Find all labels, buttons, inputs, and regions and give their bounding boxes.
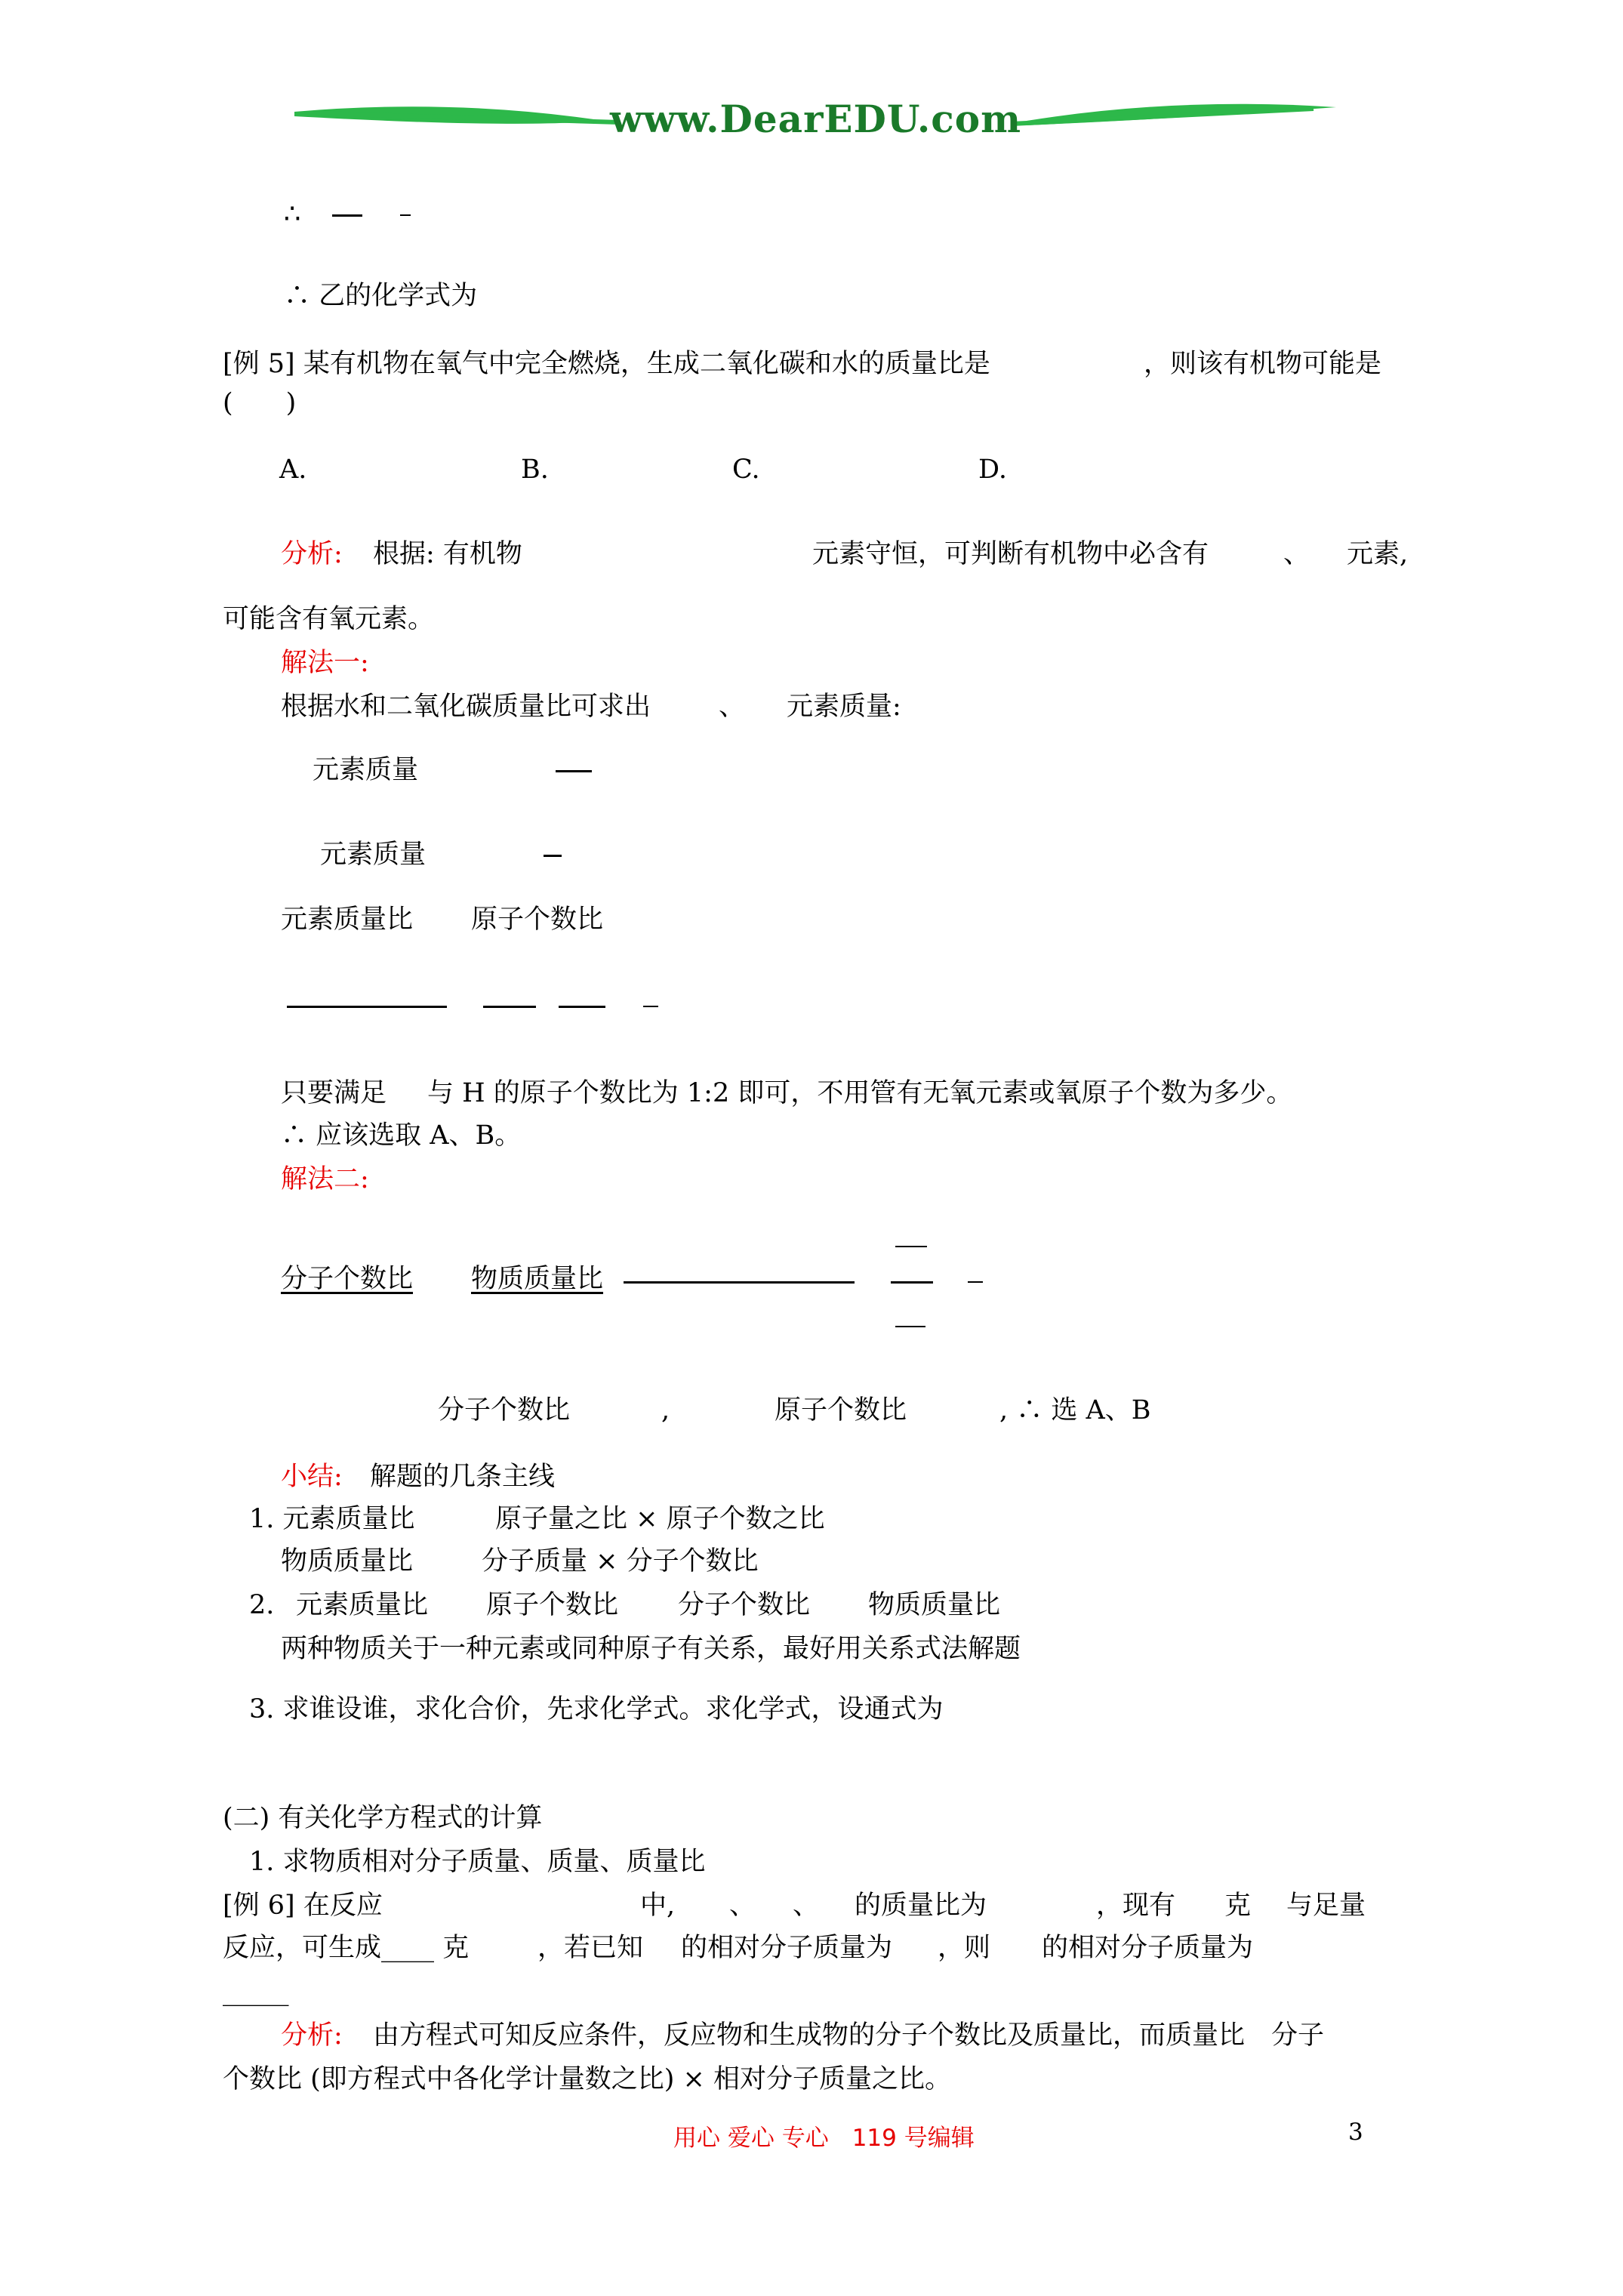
summary-2-num: 2. bbox=[249, 1590, 275, 1620]
therefore-symbol: ∴ bbox=[284, 199, 301, 230]
method2-text-b: 原子个数比 bbox=[775, 1395, 907, 1425]
choose-answer: ∴ 应该选取 A、B。 bbox=[281, 1120, 522, 1151]
fraction-bar bbox=[891, 1281, 933, 1284]
molecule-ratio: 分子个数比 bbox=[281, 1264, 414, 1294]
option-a: A. bbox=[279, 455, 307, 485]
analysis-label: 分析: bbox=[281, 539, 343, 569]
summary-label: 小结: bbox=[281, 1462, 343, 1492]
fraction-bar bbox=[483, 1006, 536, 1008]
minus-sign bbox=[400, 214, 411, 216]
example6-a: [例 6] 在反应 bbox=[223, 1891, 383, 1921]
method2-text-c: , ∴ 选 A、B bbox=[999, 1395, 1151, 1425]
fraction-bar bbox=[556, 770, 592, 772]
analysis-text-e: 可能含有氧元素。 bbox=[223, 604, 435, 634]
example6-j: ，若已知 bbox=[537, 1933, 644, 1963]
only-text-a: 只要满足 bbox=[281, 1078, 387, 1108]
example6-d: 、 bbox=[793, 1891, 820, 1921]
minus-sign bbox=[968, 1281, 983, 1283]
fraction-bar bbox=[544, 855, 562, 857]
example6-blank: _____ bbox=[223, 1977, 289, 2007]
example6-l: ，则 bbox=[938, 1933, 991, 1963]
section2-heading: (二) 有关化学方程式的计算 bbox=[223, 1803, 543, 1833]
analysis-text-c: 、 bbox=[1283, 539, 1310, 569]
example6-k: 的相对分子质量为 bbox=[681, 1933, 893, 1963]
example6-e: 的质量比为 bbox=[855, 1891, 987, 1921]
header-site-name: www.DearEDU.com bbox=[610, 97, 1022, 141]
summary-2-e: 两种物质关于一种元素或同种原子有关系，最好用关系式法解题 bbox=[281, 1634, 1021, 1664]
example6-h: 与足量 bbox=[1286, 1891, 1366, 1921]
example5-text-b: ，则该有机物可能是 bbox=[1144, 349, 1382, 379]
summary-2-d: 物质质量比 bbox=[868, 1590, 1001, 1620]
example6-m: 的相对分子质量为 bbox=[1042, 1933, 1254, 1963]
summary-1-a: 1. 元素质量比 bbox=[249, 1504, 415, 1534]
method1-text-c: 元素质量: bbox=[787, 692, 901, 722]
example6-b: 中, bbox=[640, 1891, 676, 1921]
summary-1-b: 原子量之比 × 原子个数之比 bbox=[495, 1504, 825, 1534]
example6-i: 反应，可生成____ 克 bbox=[223, 1933, 470, 1963]
example6-g: 克 bbox=[1224, 1891, 1252, 1921]
analysis-text-d: 元素, bbox=[1347, 539, 1409, 569]
summary-1-d: 分子质量 × 分子个数比 bbox=[482, 1546, 759, 1576]
example5-paren: ( ) bbox=[223, 388, 297, 418]
page-number: 3 bbox=[1348, 2119, 1363, 2146]
method2-comma: , bbox=[661, 1395, 670, 1425]
summary-title: 解题的几条主线 bbox=[370, 1462, 556, 1492]
footer-motto: 用心 爱心 专心 119 号编辑 bbox=[673, 2125, 975, 2152]
example5-text-a: [例 5] 某有机物在氧气中完全燃烧，生成二氧化碳和水的质量比是 bbox=[223, 349, 990, 379]
analysis6-label: 分析: bbox=[281, 2020, 343, 2051]
fraction-bar bbox=[895, 1326, 925, 1327]
option-b: B. bbox=[521, 455, 549, 485]
example6-f: ，现有 bbox=[1096, 1891, 1176, 1921]
summary-1-c: 物质质量比 bbox=[281, 1546, 414, 1576]
example6-c: 、 bbox=[729, 1891, 756, 1921]
method1-text-b: 、 bbox=[719, 692, 746, 722]
element-mass-2: 元素质量 bbox=[320, 840, 427, 870]
ratio-element-mass: 元素质量比 bbox=[281, 905, 414, 935]
minus-sign bbox=[643, 1006, 658, 1007]
element-mass-1: 元素质量 bbox=[313, 755, 419, 785]
method2-label: 解法二: bbox=[281, 1164, 369, 1194]
fraction-bar bbox=[287, 1006, 447, 1008]
fraction-bar bbox=[559, 1006, 605, 1008]
fraction-bar bbox=[624, 1281, 855, 1284]
summary-2-c: 分子个数比 bbox=[678, 1590, 811, 1620]
substance-mass-ratio: 物质质量比 bbox=[471, 1264, 604, 1294]
method2-text-a: 分子个数比 bbox=[438, 1395, 571, 1425]
option-d: D. bbox=[978, 455, 1007, 485]
option-c: C. bbox=[732, 455, 760, 485]
summary-2-b: 原子个数比 bbox=[486, 1590, 619, 1620]
summary-2-a: 元素质量比 bbox=[296, 1590, 429, 1620]
analysis-text-b: 元素守恒，可判断有机物中必含有 bbox=[812, 539, 1209, 569]
summary-3: 3. 求谁设谁，求化合价，先求化学式。求化学式，设通式为 bbox=[249, 1694, 944, 1724]
fraction-bar bbox=[332, 214, 362, 217]
only-text-b: 与 H 的原子个数比为 1:2 即可，不用管有无氧元素或氧原子个数为多少。 bbox=[427, 1078, 1293, 1108]
section2-item1: 1. 求物质相对分子质量、质量、质量比 bbox=[249, 1847, 706, 1877]
analysis-text-a: 根据: 有机物 bbox=[373, 539, 522, 569]
method1-label: 解法一: bbox=[281, 648, 369, 678]
ratio-atom-count: 原子个数比 bbox=[471, 905, 604, 935]
analysis6-text-b: 个数比 (即方程式中各化学计量数之比) × 相对分子质量之比。 bbox=[223, 2064, 952, 2094]
line-chemical-formula: ∴ 乙的化学式为 bbox=[284, 281, 478, 311]
fraction-bar bbox=[895, 1246, 927, 1247]
method1-text-a: 根据水和二氧化碳质量比可求出 bbox=[281, 692, 651, 722]
analysis6-text-a: 由方程式可知反应条件，反应物和生成物的分子个数比及质量比，而质量比 分子 bbox=[373, 2020, 1325, 2051]
